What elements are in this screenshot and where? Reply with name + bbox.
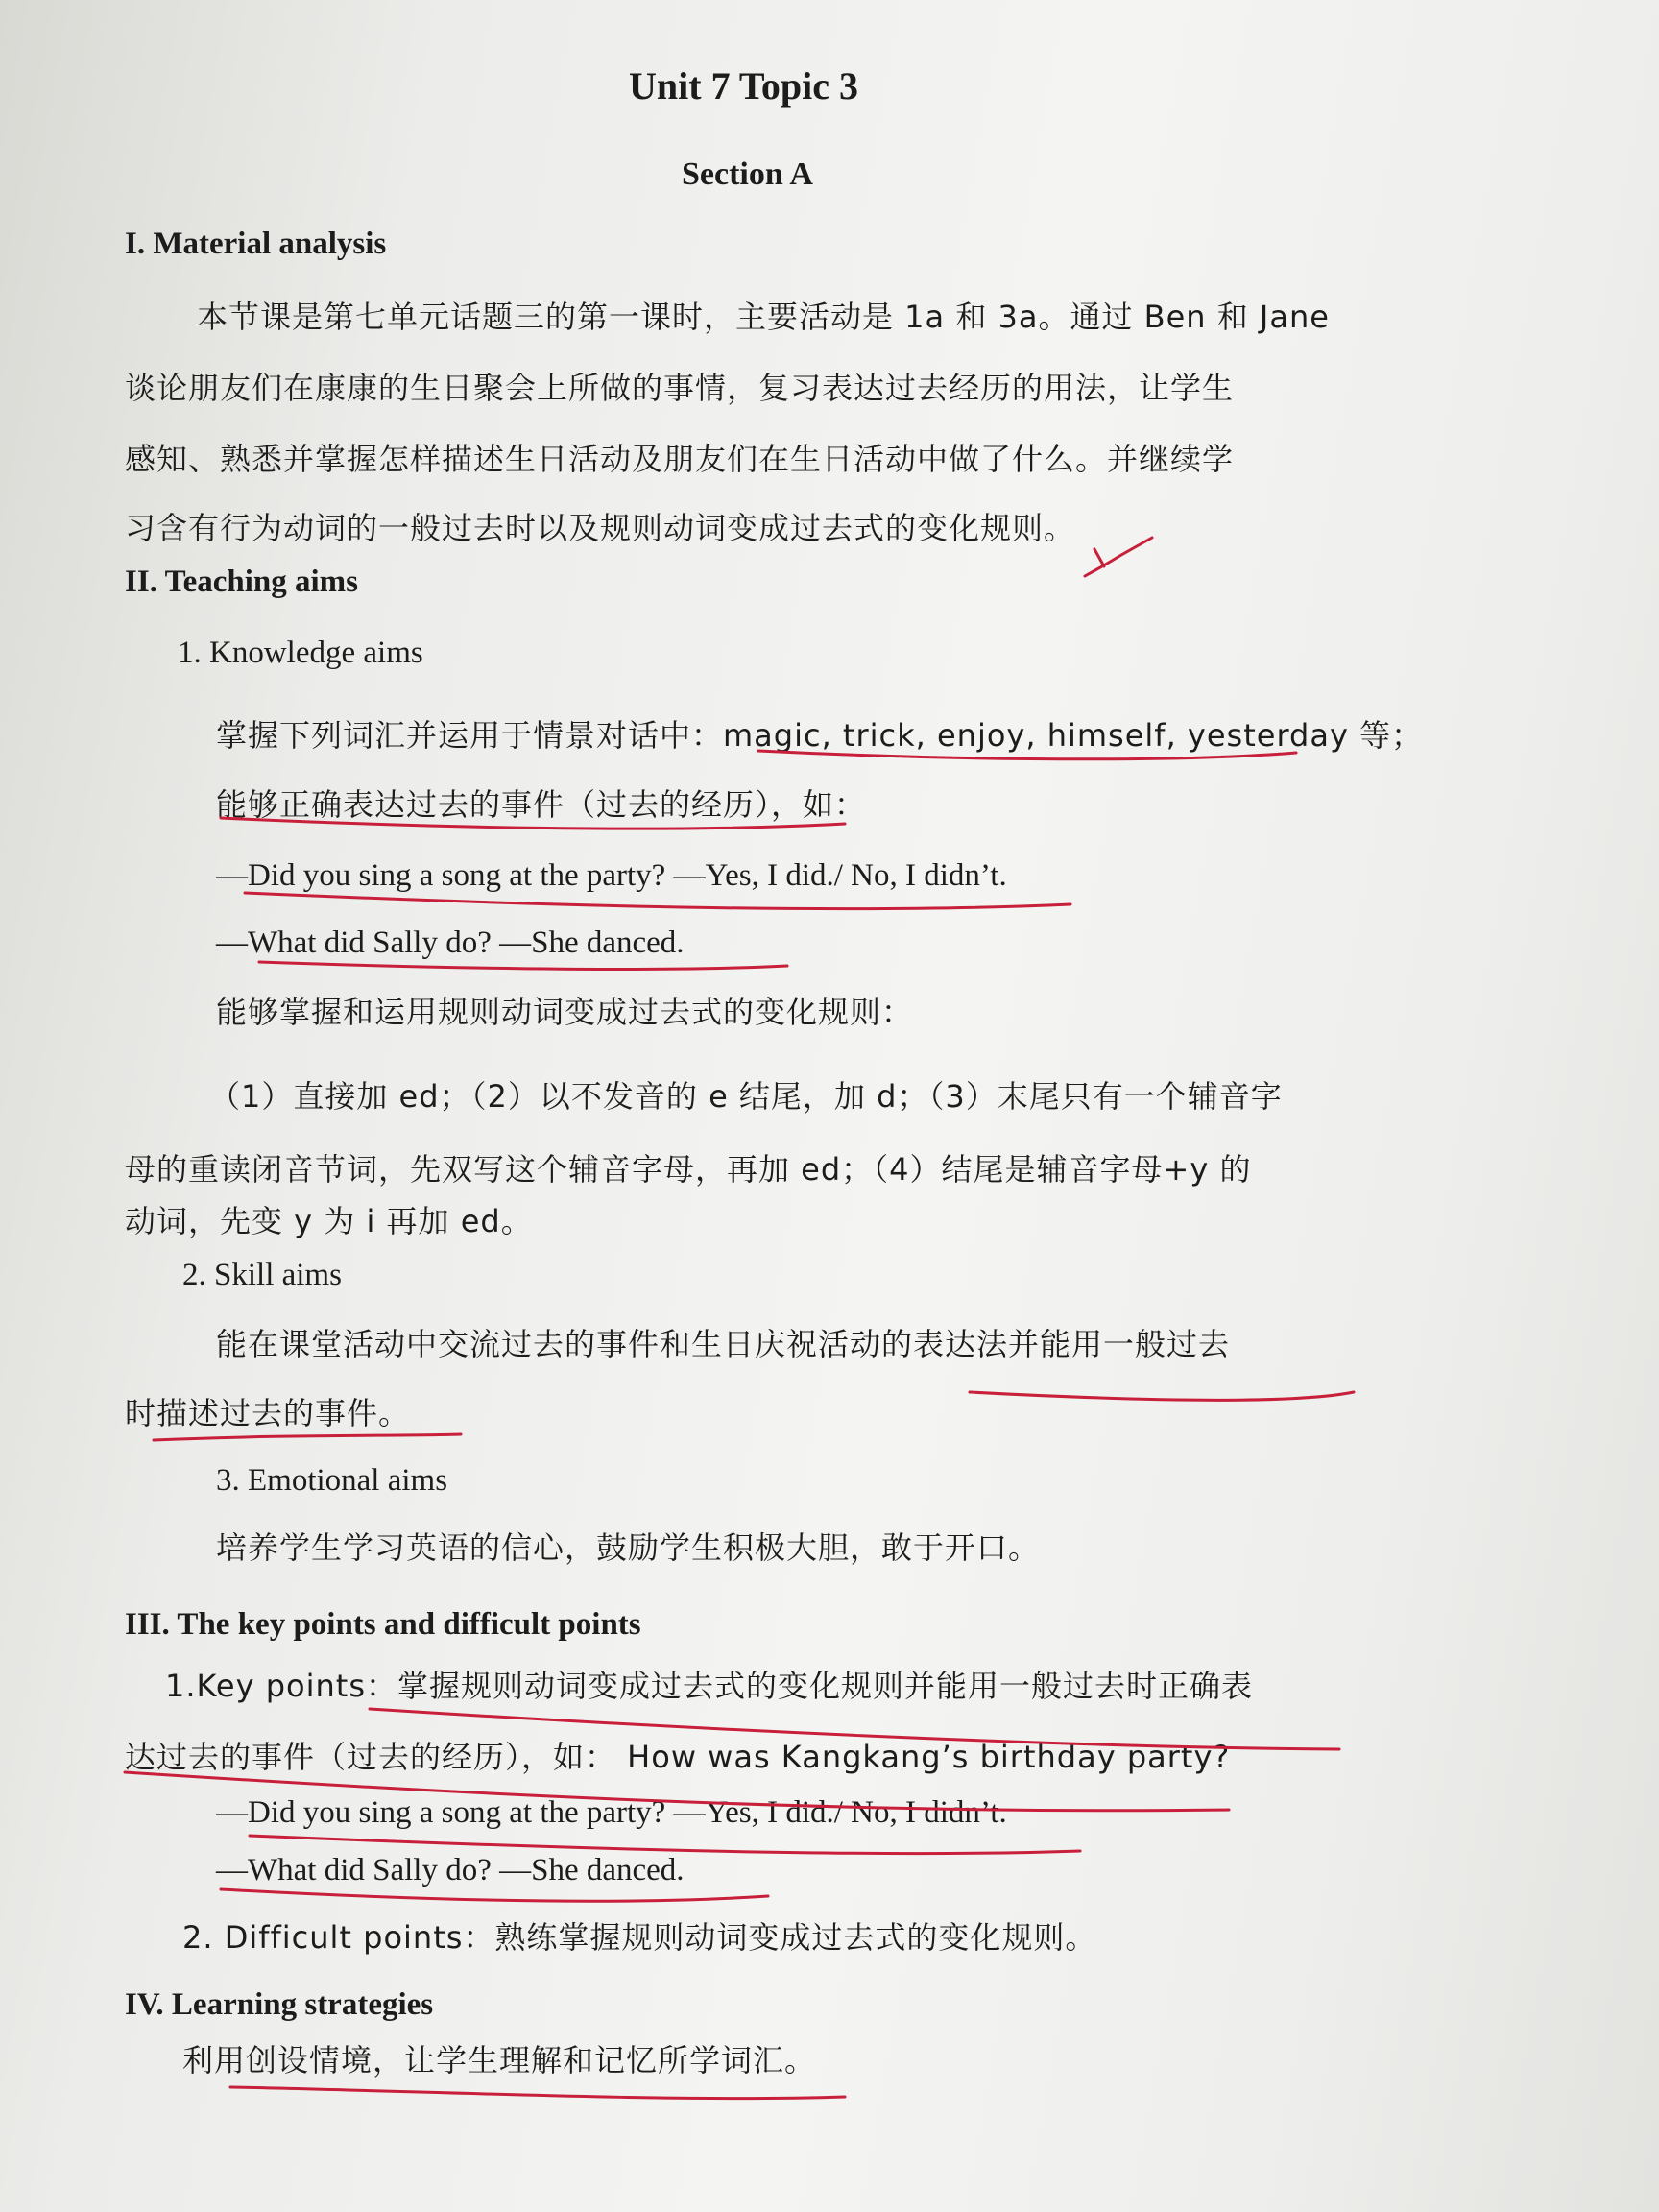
knowledge-example-1: —Did you sing a song at the party? —Yes, I did./ No, I didn’t. <box>216 858 1007 893</box>
material-heading: I. Material analysis <box>125 227 387 261</box>
checkmark-annotation <box>1085 538 1152 576</box>
knowledge-line-1: 掌握下列词汇并运用于情景对话中：magic, trick, enjoy, himself, yesterday 等； <box>216 717 1424 754</box>
knowledge-line-6: （1）直接加 ed；（2）以不发音的 e 结尾，加 d；（3）末尾只有一个辅音字 <box>209 1078 1283 1115</box>
knowledge-aims-label: 1. Knowledge aims <box>178 636 423 670</box>
skill-line-2: 时描述过去的事件。 <box>125 1395 411 1431</box>
material-line-4: 习含有行为动词的一般过去时以及规则动词变成过去式的变化规则。 <box>125 510 1076 546</box>
keypoints-example-2: —What did Sally do? —She danced. <box>216 1853 685 1887</box>
knowledge-line-2: 能够正确表达过去的事件（过去的经历），如： <box>216 786 867 823</box>
emotional-line-1: 培养学生学习英语的信心，鼓励学生积极大胆，敢于开口。 <box>216 1529 1041 1566</box>
keypoints-heading: III. The key points and difficult points <box>125 1607 641 1642</box>
material-line-1: 本节课是第七单元话题三的第一课时，主要活动是 1a 和 3a。通过 Ben 和 Jane <box>197 299 1330 335</box>
difficult-points-line: 2. Difficult points：熟练掌握规则动词变成过去式的变化规则。 <box>182 1919 1097 1956</box>
section-title: Section A <box>682 156 813 192</box>
knowledge-line-7: 母的重读闭音节词，先双写这个辅音字母，再加 ed；（4）结尾是辅音字母+y 的 <box>125 1151 1252 1188</box>
skill-aims-label: 2. Skill aims <box>182 1258 342 1292</box>
strategies-line-1: 利用创设情境，让学生理解和记忆所学词汇。 <box>182 2042 817 2079</box>
emotional-aims-label: 3. Emotional aims <box>216 1463 448 1498</box>
keypoints-line-1: 1.Key points：掌握规则动词变成过去式的变化规则并能用一般过去时正确表 <box>165 1668 1254 1704</box>
underline-skill-1 <box>970 1392 1354 1400</box>
knowledge-line-5: 能够掌握和运用规则动词变成过去式的变化规则： <box>216 994 914 1030</box>
underline-strategies <box>230 2087 845 2099</box>
underline-skill-2 <box>154 1434 461 1440</box>
skill-line-1: 能在课堂活动中交流过去的事件和生日庆祝活动的表达法并能用一般过去 <box>216 1326 1231 1362</box>
knowledge-line-8: 动词，先变 y 为 i 再加 ed。 <box>125 1203 533 1239</box>
page-title: Unit 7 Topic 3 <box>629 64 858 108</box>
keypoints-example-1: —Did you sing a song at the party? —Yes, I did./ No, I didn’t. <box>216 1795 1007 1830</box>
material-line-3: 感知、熟悉并掌握怎样描述生日活动及朋友们在生日活动中做了什么。并继续学 <box>125 441 1235 477</box>
aims-heading: II. Teaching aims <box>125 565 358 599</box>
knowledge-example-2: —What did Sally do? —She danced. <box>216 926 685 960</box>
keypoints-line-2: 达过去的事件（过去的经历），如： How was Kangkang’s birthday party? <box>125 1739 1231 1775</box>
material-line-2: 谈论朋友们在康康的生日聚会上所做的事情，复习表达过去经历的用法，让学生 <box>125 370 1235 406</box>
strategies-heading: IV. Learning strategies <box>125 1987 434 2022</box>
